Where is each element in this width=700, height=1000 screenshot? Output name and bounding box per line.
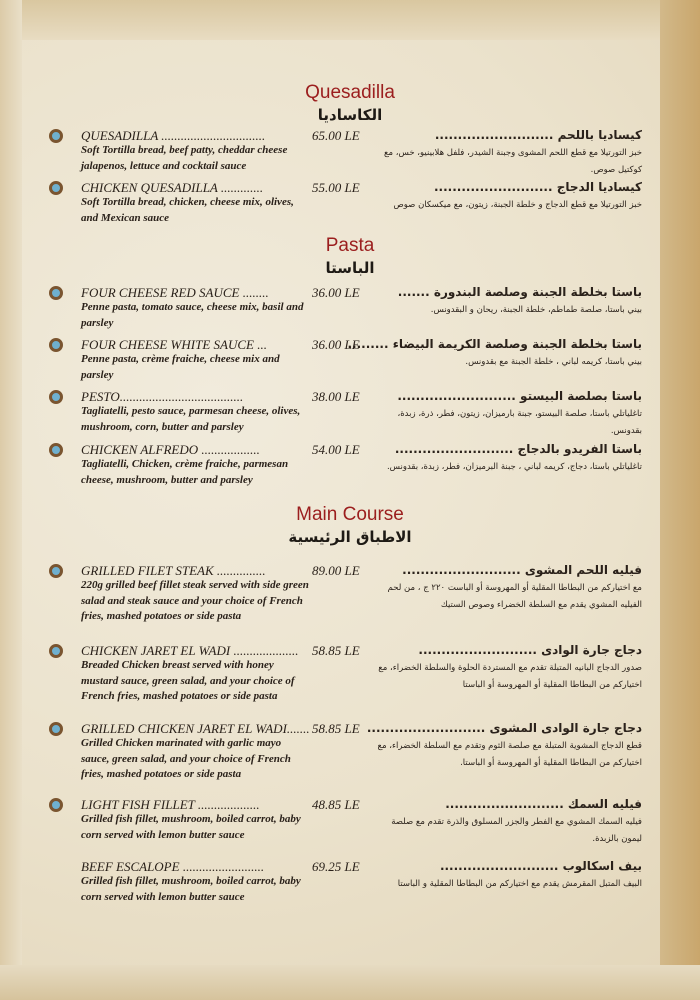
item-description: Penne pasta, crème fraiche, cheese mix and parsley	[81, 353, 280, 381]
item-price: 58.85 LE	[312, 643, 360, 658]
item-badge-icon	[49, 644, 63, 658]
item-description: 220g grilled beef fillet steak served with side green salad and steak sauce and your choice of French fries, mashed potatoes or side pasta	[81, 579, 309, 622]
item-description-arabic: صدور الدجاج البانيه المتبلة تقدم مع المستردة الحلوة والسلطة الخضراء، مع اختياركم من البطاطا المقلية أو المهروسة أو الباستا	[378, 663, 642, 690]
decorative-border-top	[0, 0, 700, 40]
item-description: Penne pasta, tomato sauce, cheese mix, basil and parsley	[81, 301, 304, 329]
section-title: Quesadilla	[305, 82, 395, 103]
item-name: PESTO......................................	[81, 389, 244, 404]
item-name: GRILLED CHICKEN JARET EL WADI.......	[81, 721, 310, 736]
item-description-arabic: قطع الدجاج المشوية المتبلة مع صلصة الثوم وتقدم مع السلطة الخضراء، مع اختياركم من البطاطا المقلية أو المهروسة أو الباستا.	[377, 741, 642, 768]
item-badge-icon	[49, 390, 63, 404]
item-badge-icon	[49, 129, 63, 143]
item-description: Grilled fish fillet, mushroom, boiled carrot, baby corn served with lemon butter sauce	[81, 813, 301, 841]
item-price: 36.00 LE	[312, 285, 360, 300]
decorative-border-right	[660, 0, 700, 1000]
item-price: 38.00 LE	[312, 389, 360, 404]
item-price: 36.00 LE	[312, 337, 360, 352]
section-title: Main Course	[296, 504, 404, 525]
item-name-arabic: باستا بصلصة البيستو ..........................	[397, 389, 642, 403]
item-name-arabic: بيف اسكالوب ..........................	[439, 859, 642, 873]
item-price: 65.00 LE	[312, 128, 360, 143]
item-description: Breaded Chicken breast served with honey mustard sauce, green salad, and your choice of French fries, mashed potatoes or side pasta	[81, 659, 295, 702]
item-name: FOUR CHEESE WHITE SAUCE ...	[81, 337, 267, 352]
item-description-arabic: تاغلياتلي باستا، دجاج، كريمه لباني ، جبنة البرميزان، فطر، زبدة، بقدونس.	[386, 462, 642, 472]
item-description-arabic: خبز التورتيلا مع قطع اللحم المشوى وجبنة الشيدر، فلفل هلابينيو، خس، مع كوكتيل صوص.	[383, 148, 642, 175]
item-name: FOUR CHEESE RED SAUCE ........	[81, 285, 269, 300]
item-description-arabic: خبز التورتيلا مع قطع الدجاج و خلطة الجبنة، زيتون، مع ميكسكان صوص	[393, 200, 642, 210]
item-badge-icon	[49, 181, 63, 195]
item-name-arabic: باستا الفريدو بالدجاج ..........................	[394, 442, 642, 456]
item-name-arabic: كيساديا باللحم ..........................	[434, 128, 642, 142]
item-price: 58.85 LE	[312, 721, 360, 736]
item-description-arabic: مع اختياركم من البطاطا المقلية أو المهروسة أو الباست ٢٢٠ ج ، من لحم الفيليه المشوي يقدم مع السلطة الخضراء وصوص الستيك	[387, 583, 642, 610]
item-description: Soft Tortilla bread, chicken, cheese mix, olives, and Mexican sauce	[81, 196, 294, 224]
item-badge-icon	[49, 443, 63, 457]
item-description-arabic: بيني باستا، كريمه لباني ، خلطة الجبنة مع بقدونس.	[465, 357, 642, 367]
item-price: 54.00 LE	[312, 442, 360, 457]
item-name: CHICKEN JARET EL WADI ....................	[81, 643, 299, 658]
item-description: Grilled Chicken marinated with garlic mayo sauce, green salad, and your choice of French fries, mashed potatoes or side pasta	[81, 737, 291, 780]
item-name-arabic: فيليه السمك ..........................	[445, 797, 642, 811]
item-badge-icon	[49, 338, 63, 352]
item-name-arabic: كيساديا الدجاج ..........................	[434, 180, 642, 194]
item-badge-icon	[49, 286, 63, 300]
item-name-arabic: باستا بخلطة الجبنة وصلصة البندورة .......	[397, 285, 642, 299]
item-description-arabic: تاغلياتلي باستا، صلصة البيستو، جبنة بارميزان، زيتون، فطر، ذرة، زبدة، بقدونس.	[397, 409, 642, 436]
section-title: Pasta	[325, 235, 375, 256]
item-name: GRILLED FILET STEAK ...............	[81, 563, 266, 578]
item-name-arabic: دجاج جارة الوادى المشوى ..........................	[366, 721, 642, 735]
item-badge-icon	[49, 722, 63, 736]
item-badge-icon	[49, 798, 63, 812]
section-title-arabic: الاطباق الرئيسية	[288, 528, 412, 546]
item-description: Tagliatelli, Chicken, crème fraiche, parmesan cheese, mushroom, butter and parsley	[81, 458, 289, 486]
item-description-arabic: البيف المتبل المقرمش يقدم مع اختياركم من البطاطا المقلية و الباستا	[397, 879, 642, 889]
decorative-border-left	[0, 0, 22, 1000]
item-badge-icon	[49, 564, 63, 578]
item-name: QUESADILLA ................................	[81, 128, 266, 143]
item-price: 48.85 LE	[312, 797, 360, 812]
item-name: BEEF ESCALOPE .........................	[81, 859, 265, 874]
item-price: 69.25 LE	[312, 859, 360, 874]
decorative-border-bottom	[0, 965, 700, 1000]
item-description: Grilled fish fillet, mushroom, boiled carrot, baby corn served with lemon butter sauce	[81, 875, 301, 903]
section-title-arabic: الباستا	[325, 259, 375, 277]
item-name: CHICKEN ALFREDO ..................	[81, 442, 260, 457]
section-title-arabic: الكاساديا	[317, 106, 383, 124]
item-name: CHICKEN QUESADILLA .............	[81, 180, 264, 195]
item-description-arabic: فيليه السمك المشوي مع الفطر والجزر المسلوق والذرة تقدم مع صلصة ليمون بالزبدة.	[391, 817, 642, 844]
item-name-arabic: فيليه اللحم المشوى ..........................	[402, 563, 642, 577]
item-name-arabic: دجاج جارة الوادى ..........................	[418, 643, 642, 657]
item-name-arabic: باستا بخلطة الجبنة وصلصة الكريمة البيضاء .........	[347, 337, 642, 351]
item-description: Soft Tortilla bread, beef patty, cheddar cheese jalapenos, lettuce and cocktail sauce	[81, 144, 288, 172]
item-price: 55.00 LE	[312, 180, 360, 195]
item-price: 89.00 LE	[312, 563, 360, 578]
item-name: LIGHT FISH FILLET ...................	[81, 797, 260, 812]
item-description-arabic: بيني باستا، صلصة طماطم، خلطة الجبنة، ريحان و البقدونس.	[430, 305, 642, 315]
item-description: Tagliatelli, pesto sauce, parmesan cheese, olives, mushroom, corn, butter and parsley	[81, 405, 301, 433]
